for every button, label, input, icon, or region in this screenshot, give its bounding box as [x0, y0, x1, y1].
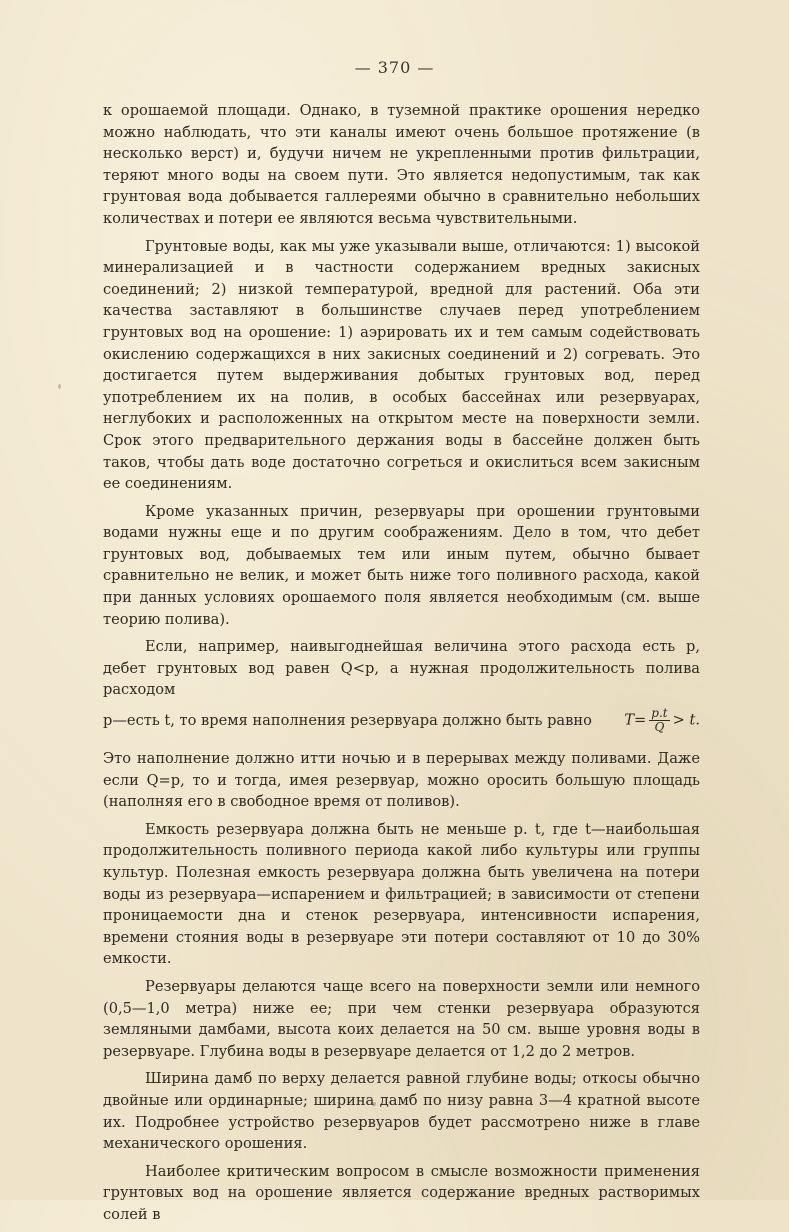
formula-fraction: [649, 707, 669, 734]
paragraph-9: Наиболее критическим вопросом в смысле возможности применения грунтовых вод на орошение является содержание вредных растворимых солей в: [103, 1162, 700, 1223]
formula-text: p—есть t, то время наполнения резервуара должно быть равно: [103, 711, 592, 729]
formula-denominator: Q: [654, 720, 665, 735]
paragraph-1: к орошаемой площади. Однако, в туземной практике орошения нередко можно наблюдать, что эти каналы имеют очень большое протяжение (в несколько верст) и, будучи ничем не укрепленными против фильтрации, теряют много воды на своем пути. Это является недопустимым, так как грунтовая вода добывается галлереями обычно в сравнительно небольших количествах и потери ее являются весьма чувствительными.: [103, 102, 700, 227]
paragraph-3: Кроме указанных причин, резервуары при орошении грунтовыми водами нужны еще и по другим соображениям. Дело в том, что дебет грунтовых вод, добываемых тем или иным путем, обычно бывает сравнительно не велик, и может быть ниже того поливного расхода, какой при данных условиях орошаемого поля является необходимым (см. выше теорию полива).: [103, 502, 700, 628]
paragraph-2: Грунтовые воды, как мы уже указывали выше, отличаются: 1) высокой минерализацией и в частности содержанием вредных закисных соединений; 2) низкой температурой, вредной для растений. Оба эти качества заставляют в большинстве случаев перед употреблением грунтовых вод на орошение: 1) аэрировать их и тем самым содействовать окислению содержащихся в них закисных соединений и 2) согревать. Это достигается путем выдерживания добытых грунтовых вод, перед употреблением их на полив, в особых бассейнах или резервуарах, неглубоких и расположенных на открытом месте на поверхности земли. Срок этого предварительного держания воды в бассейне должен быть таков, чтобы дать воде достаточно согреться и окислиться всем закисным ее соединениям.: [103, 237, 700, 493]
formula-rhs: > t.: [672, 711, 700, 729]
paragraph-7: Резервуары делаются чаще всего на поверхности земли или немного (0,5—1,0 метра) ниже ее; при чем стенки резервуара образуются земляными дамбами, высота коих делается на 50 см. выше уровня воды в резервуаре. Глубина воды в резервуаре делается от 1,2 до 2 метров.: [103, 977, 700, 1060]
paragraph-4: Если, например, наивыгоднейшая величина этого расхода есть p, дебет грунтовых вод равен Q<p, а нужная продолжительность полива расходом: [103, 638, 700, 699]
formula-numerator: p.t: [651, 706, 668, 721]
formula-lhs: T=: [624, 711, 647, 729]
paper-spot: [58, 384, 61, 389]
body-text: [103, 100, 700, 1232]
formula-line: [103, 707, 700, 734]
paragraph-8: Ширина дамб по верху делается равной глубине воды; откосы обычно двойные или ординарные; ширина дамб по низу равна 3—4 кратной высоте их. Подробнее устройство резервуаров будет рассмотрено ниже в главе механического орошения.: [103, 1070, 700, 1153]
formula: [624, 707, 700, 734]
paragraph-5: Это наполнение должно итти ночью и в перерывах между поливами. Даже если Q=p, то и тогда, имея резервуар, можно оросить большую площадь (наполняя его в свободное время от поливов).: [103, 750, 700, 811]
page-number: — 370 —: [354, 58, 435, 77]
paper-spot: [372, 1102, 376, 1106]
paragraph-6: Емкость резервуара должна быть не меньше p. t, где t—наибольшая продолжительность поливного периода какой либо культуры или группы культур. Полезная емкость резервуара должна быть увеличена на потери воды из резервуара—испарением и фильтрацией; в зависимости от степени проницаемости дна и стенок резервуара, интенсивности испарения, времени стояния воды в резервуаре эти потери составляют от 10 до 30% емкости.: [103, 820, 700, 968]
